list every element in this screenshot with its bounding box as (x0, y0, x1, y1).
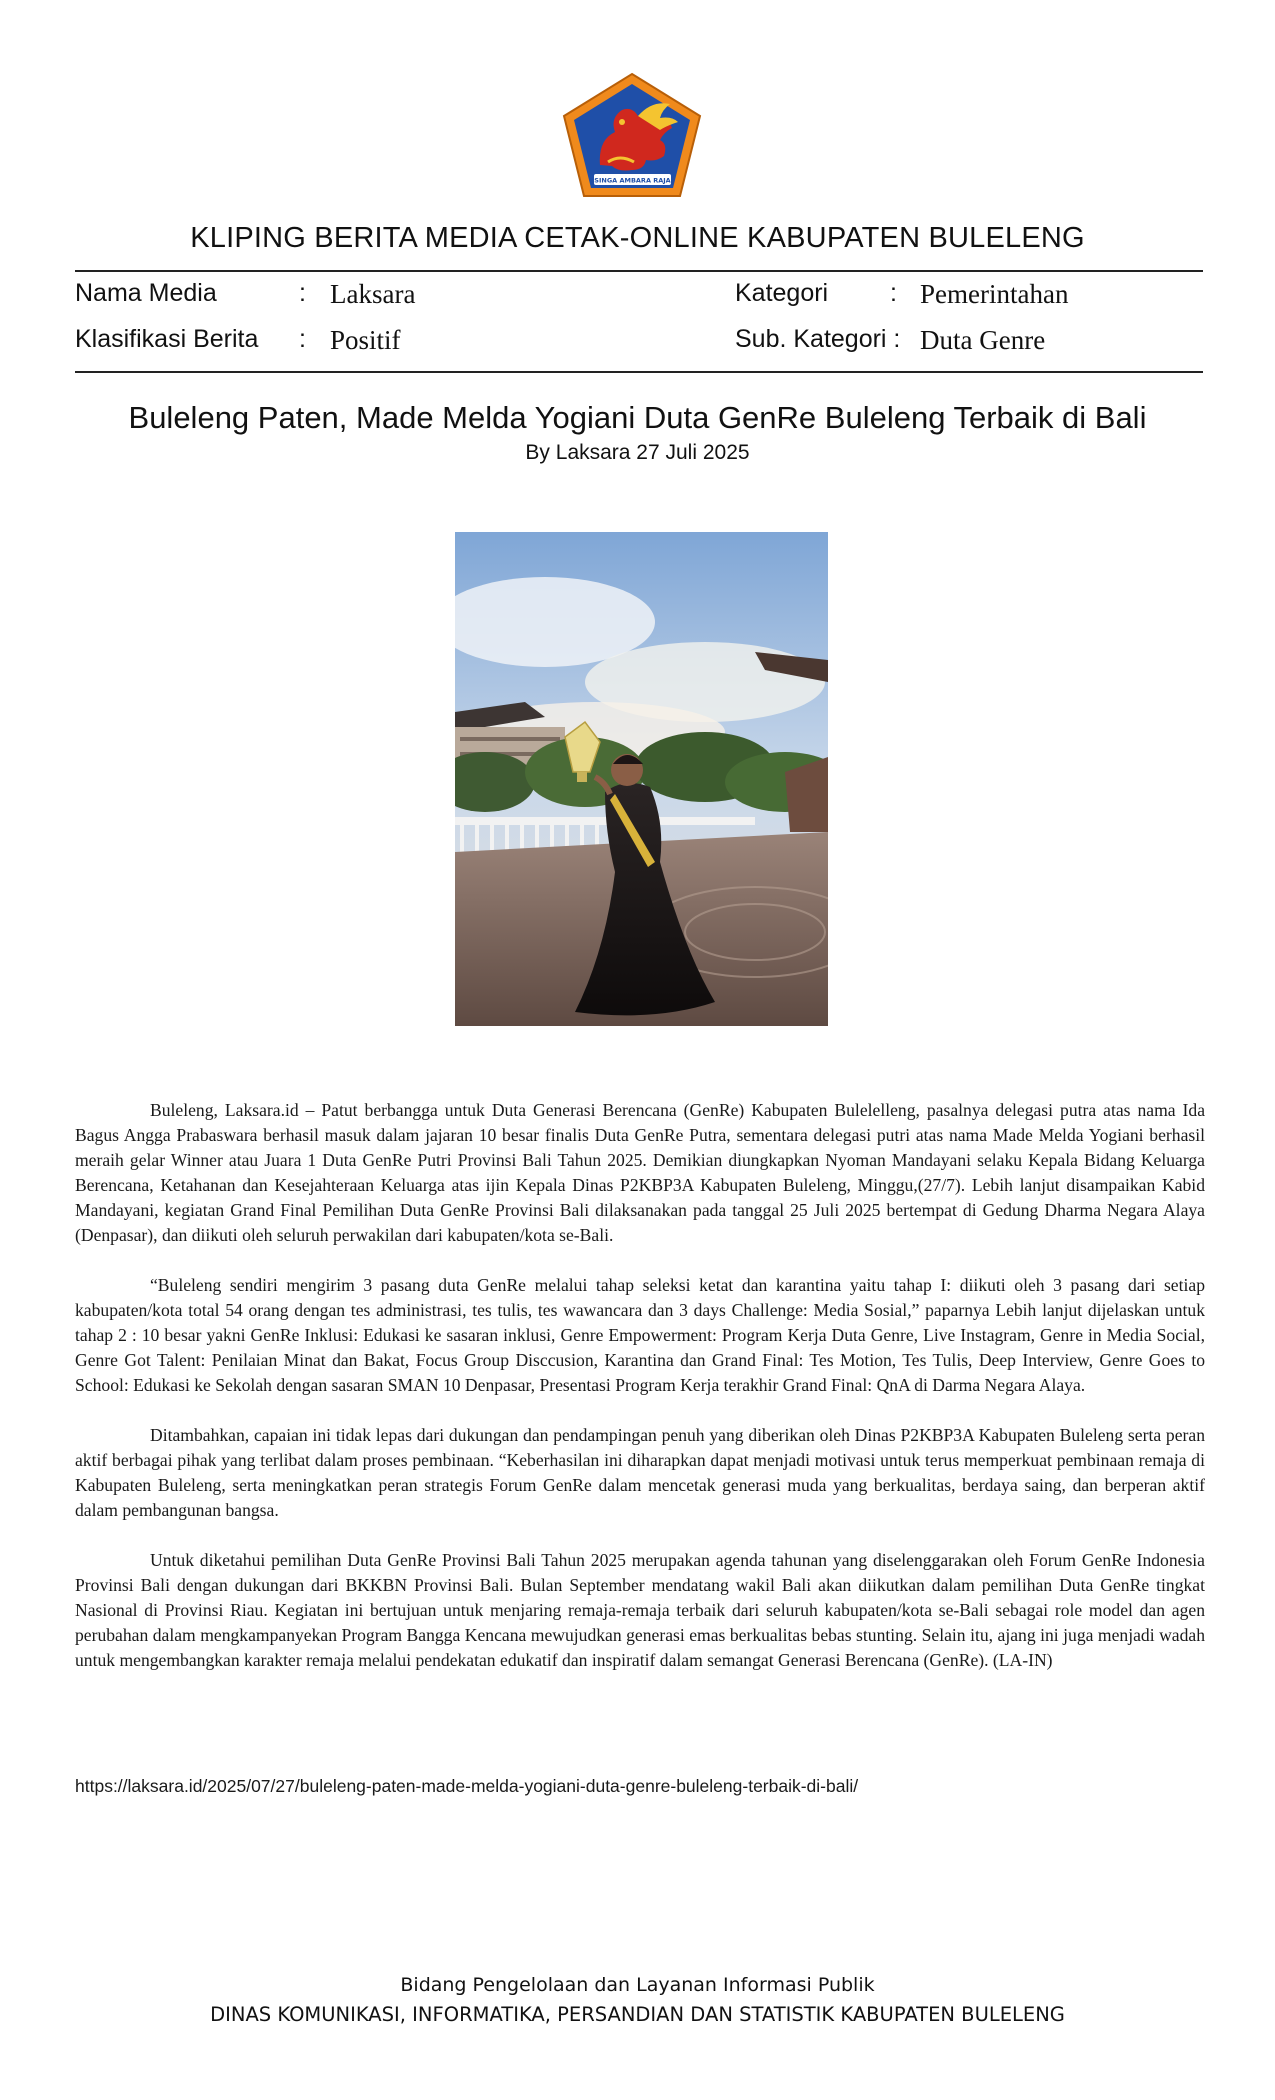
klasifikasi-label: Klasifikasi Berita (75, 325, 259, 353)
subkategori-label: Sub. Kategori : (735, 325, 901, 353)
article-paragraph-4: Untuk diketahui pemilihan Duta GenRe Provinsi Bali Tahun 2025 merupakan agenda tahunan yang diselenggarakan oleh Forum GenRe Indonesia Provinsi Bali dengan dukungan dari BKKBN Provinsi Bali. Bulan September mendatang wakil Bali akan diikutkan dalam pemilihan Duta GenRe tingkat Nasional di Provinsi Riau. Kegiatan ini bertujuan untuk menjaring remaja-remaja terbaik dari seluruh kabupaten/kota se-Bali sebagai role model dan agen perubahan dalam mengkampanyekan Program Bangga Kencana mewujudkan generasi emas berkualitas bebas stunting. Selain itu, ajang ini juga menjadi wadah untuk mengembangkan karakter remaja melalui pendekatan edukatif dan inspiratif dalam semangat Generasi Berencana (GenRe). (LA-IN) (75, 1550, 1205, 1670)
kategori-colon: : (890, 279, 897, 307)
source-url-link[interactable]: https://laksara.id/2025/07/27/buleleng-paten-made-melda-yogiani-duta-genre-buleleng-terbaik-di-bali/ (75, 1776, 859, 1796)
meta-subkategori-row (735, 325, 1205, 359)
crest-logo-text: SINGA AMBARA RAJA (594, 176, 671, 185)
subkategori-value: Duta Genre (920, 325, 1046, 355)
klasifikasi-value: Positif (330, 325, 401, 355)
crest-logo (560, 70, 705, 200)
page-title: KLIPING BERITA MEDIA CETAK-ONLINE KABUPATEN BULELENG (190, 222, 1085, 254)
klasifikasi-colon: : (299, 325, 306, 353)
media-colon: : (299, 279, 306, 307)
meta-klasifikasi-row (75, 325, 635, 359)
media-value: Laksara (330, 279, 416, 309)
article-byline: By Laksara 27 Juli 2025 (525, 441, 750, 464)
article-paragraph-2: “Buleleng sendiri mengirim 3 pasang duta GenRe melalui tahap seleksi ketat dan karantina yaitu tahap I: diikuti oleh 3 pasang dari setiap kabupaten/kota total 54 orang dengan tes administrasi, tes tulis, tes wawancara dan 3 days Challenge: Media Sosial,” paparnya Lebih lanjut dijelaskan untuk tahap 2 : 10 besar yakni GenRe Inklusi: Edukasi ke sasaran inklusi, Genre Empowerment: Program Kerja Duta Genre, Live Instagram, Genre in Media Social, Genre Got Talent: Penilaian Minat dan Bakat, Focus Group Disccusion, Karantina dan Grand Final: Tes Motion, Tes Tulis, Deep Interview, Genre Goes to School: Edukasi ke Sekolah dengan sasaran SMAN 10 Denpasar, Presentasi Program Kerja terakhir Grand Final: QnA di Darma Negara Alaya. (75, 1275, 1205, 1395)
woman-in-black-gown-holding-trophy-photo (455, 532, 828, 1026)
meta-kategori-row (735, 279, 1205, 313)
kategori-value: Pemerintahan (920, 279, 1069, 309)
article-headline: Buleleng Paten, Made Melda Yogiani Duta GenRe Buleleng Terbaik di Bali (128, 400, 1147, 435)
article-paragraph-3: Ditambahkan, capaian ini tidak lepas dari dukungan dan pendampingan penuh yang diberikan oleh Dinas P2KBP3A Kabupaten Buleleng serta peran aktif berbagai pihak yang terlibat dalam proses pembinaan. “Keberhasilan ini diharapkan dapat menjadi motivasi untuk terus memperkuat pembinaan remaja di Kabupaten Buleleng, serta meningkatkan peran strategis Forum GenRe dalam mencetak generasi muda yang berkualitas, berdaya saing, dan berperan aktif dalam pembangunan bangsa. (75, 1425, 1205, 1520)
media-label: Nama Media (75, 279, 217, 307)
meta-media-row (75, 279, 635, 313)
footer-agency: DINAS KOMUNIKASI, INFORMATIKA, PERSANDIAN DAN STATISTIK KABUPATEN BULELENG (210, 2003, 1065, 2026)
kategori-label: Kategori (735, 279, 829, 307)
article-paragraph-1: Buleleng, Laksara.id – Patut berbangga untuk Duta Generasi Berencana (GenRe) Kabupaten Bulelelleng, pasalnya delegasi putra atas nama Ida Bagus Angga Prabaswara berhasil masuk dalam jajaran 10 besar finalis Duta GenRe Putra, sementara delegasi putri atas nama Made Melda Yogiani berhasil meraih gelar Winner atau Juara 1 Duta GenRe Putri Provinsi Bali Tahun 2025. Demikian diungkapkan Nyoman Mandayani selaku Kepala Bidang Keluarga Berencana, Ketahanan dan Kesejahteraan Keluarga atas ijin Kepala Dinas P2KBP3A Kabupaten Buleleng, Minggu,(27/7). Lebih lanjut disampaikan Kabid Mandayani, kegiatan Grand Final Pemilihan Duta GenRe Provinsi Bali dilaksanakan pada tanggal 25 Juli 2025 bertempat di Gedung Dharma Negara Alaya (Denpasar), dan diikuti oleh seluruh perwakilan dari kabupaten/kota se-Bali. (75, 1100, 1205, 1245)
singa-ambara-raja-crest-icon (560, 70, 705, 200)
footer-division: Bidang Pengelolaan dan Layanan Informasi Publik (400, 1974, 875, 1996)
header-divider-bottom (75, 371, 1203, 373)
article-body (75, 1098, 1205, 1698)
header-divider-top (75, 270, 1203, 272)
